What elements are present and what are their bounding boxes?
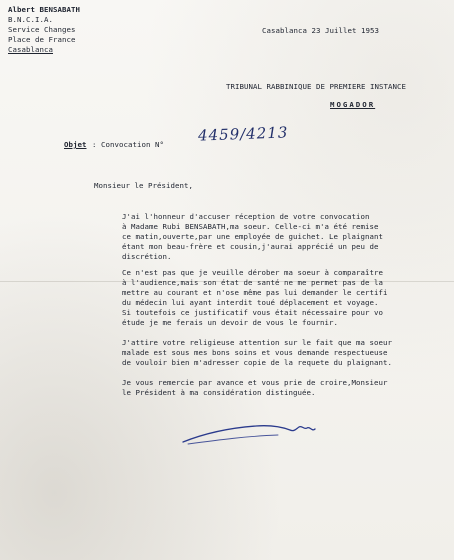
p2-line: à l'audience,mais son état de santé ne me permet pas de la [122, 278, 383, 287]
p2-line: mettre au courant et n'ose même pas lui demander le certifi [122, 288, 388, 297]
p2-line: étude je me ferais un devoir de vous le fournir. [122, 318, 338, 327]
p4-line: le Président à ma considération distinguée. [122, 388, 316, 397]
salutation: Monsieur le Président, [94, 181, 193, 190]
p3-line: J'attire votre religieuse attention sur le fait que ma soeur [122, 338, 392, 347]
p1-line: à Madame Rubi BENSABATH,ma soeur. Celle-ci m'a été remise [122, 222, 379, 231]
handwritten-case-number: 4459/4213 [197, 123, 289, 145]
sender-bank: B.N.C.I.A. [8, 15, 53, 24]
p2-line: Si toutefois ce justificatif vous était nécessaire pour vo [122, 308, 383, 317]
sender-city: Casablanca [8, 45, 53, 54]
letter-date: Casablanca 23 Juillet 1953 [262, 26, 379, 35]
recipient-line2: MOGADOR [330, 100, 376, 109]
p2-line: Ce n'est pas que je veuille dérober ma soeur à comparaître [122, 268, 383, 277]
p1-line: ce matin,ouverte,par une employée de guichet. Le plaignant [122, 232, 383, 241]
sender-dept: Service Changes [8, 25, 76, 34]
objet-label: Objet [64, 140, 87, 149]
p3-line: malade est sous mes bons soins et vous demande respectueuse [122, 348, 388, 357]
p4-line: Je vous remercie par avance et vous prie de croire,Monsieur [122, 378, 388, 387]
p3-line: de vouloir bien m'adresser copie de la requete du plaignant. [122, 358, 392, 367]
p1-line: J'ai l'honneur d'accuser réception de votre convocation [122, 212, 370, 221]
objet-text: : Convocation N° [92, 140, 164, 149]
p1-line: étant mon beau-frère et cousin,j'aurai apprécié un peu de [122, 242, 379, 251]
sender-name: Albert BENSABATH [8, 5, 80, 14]
recipient-line1: TRIBUNAL RABBINIQUE DE PREMIERE INSTANCE [226, 82, 406, 91]
signature [178, 408, 328, 452]
p2-line: du médecin lui ayant interdit toué déplacement et voyage. [122, 298, 379, 307]
sender-address: Place de France [8, 35, 76, 44]
p1-line: discrétion. [122, 252, 172, 261]
